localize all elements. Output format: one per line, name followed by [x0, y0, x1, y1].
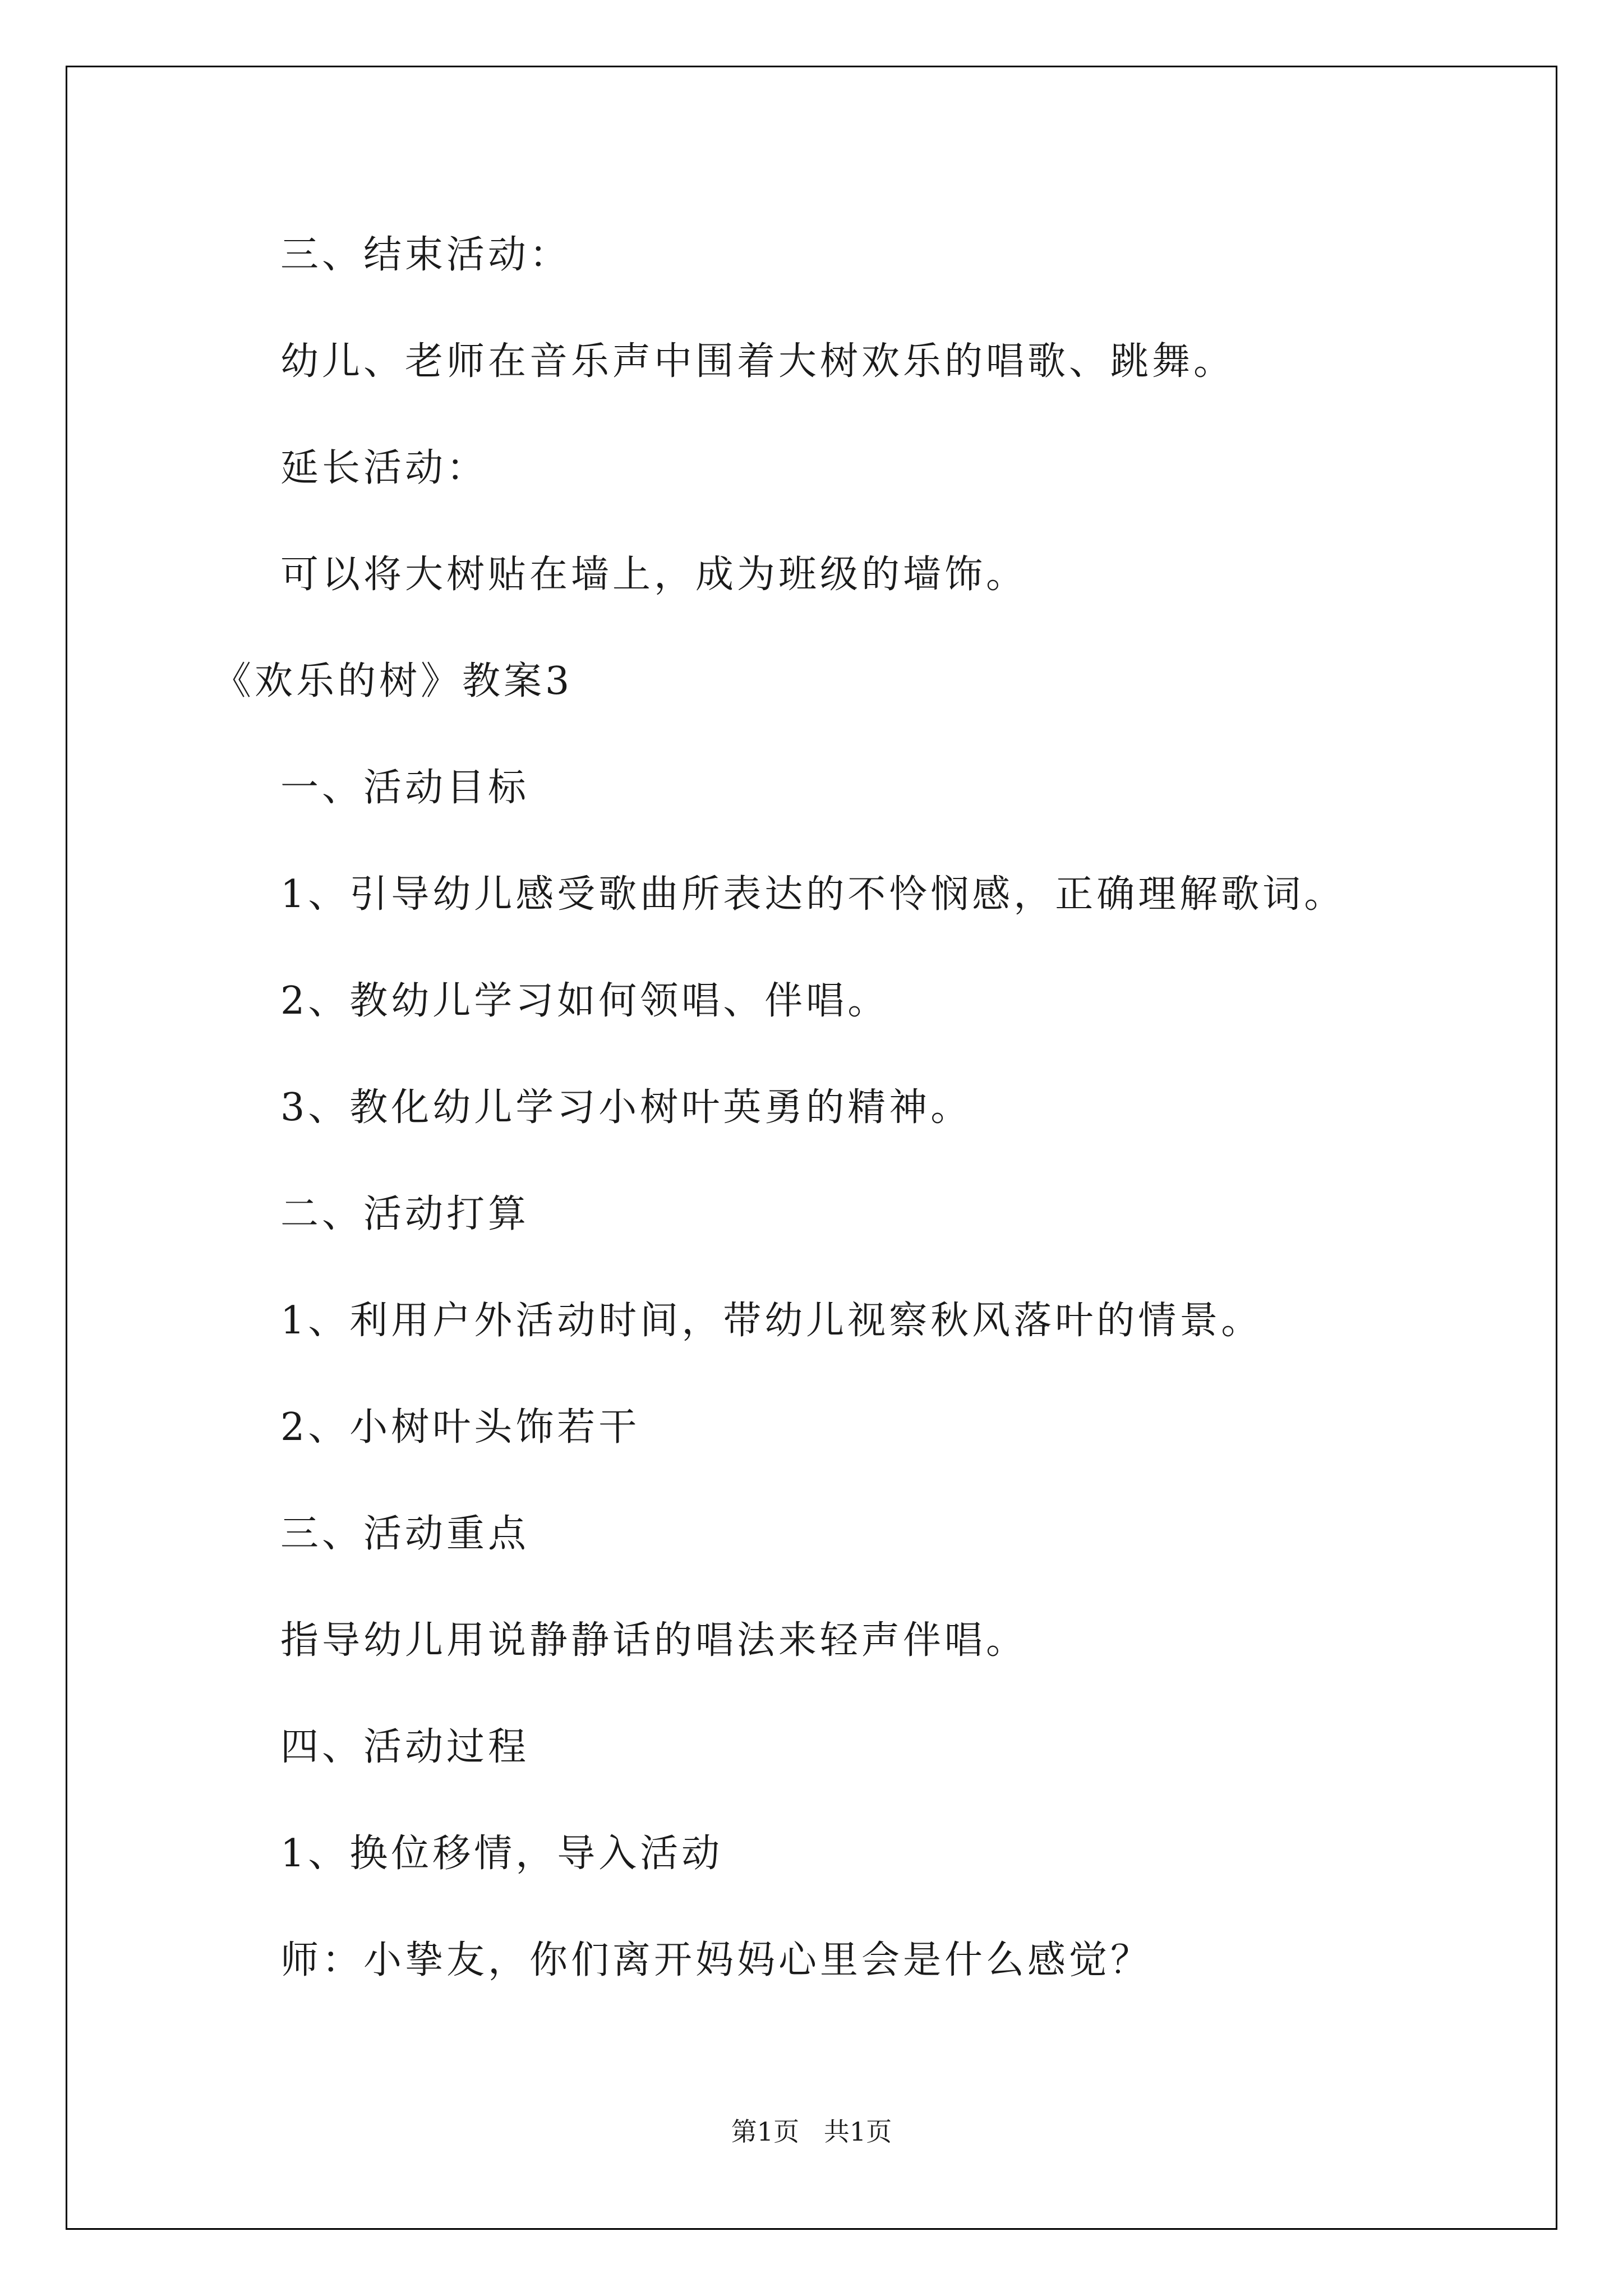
paragraph: 可以将大树贴在墙上，成为班级的墙饰。: [280, 553, 1028, 597]
list-item: 1、利用户外活动时间，带幼儿视察秋风落叶的情景。: [280, 1299, 1263, 1343]
lesson-title: 《欢乐的树》教案3: [213, 659, 573, 703]
section-heading-process: 四、活动过程: [280, 1725, 530, 1769]
section-heading-focus: 三、活动重点: [280, 1512, 530, 1556]
page-footer: 第1页 共1页: [731, 2116, 892, 2147]
section-heading-end-activity: 三、结束活动：: [280, 233, 571, 277]
paragraph: 幼儿、老师在音乐声中围着大树欢乐的唱歌、跳舞。: [280, 339, 1235, 384]
list-item: 1、引导幼儿感受歌曲所表达的不怜悯感，正确理解歌词。: [280, 872, 1346, 917]
paragraph: 师：小挚友，你们离开妈妈心里会是什么感觉？: [280, 1938, 1152, 1982]
list-item: 2、教幼儿学习如何领唱、伴唱。: [280, 979, 889, 1023]
list-item: 3、教化幼儿学习小树叶英勇的精神。: [280, 1085, 972, 1130]
section-heading-extension: 延长活动：: [280, 446, 488, 490]
list-item: 2、小树叶头饰若干: [280, 1405, 640, 1450]
paragraph: 指导幼儿用说静静话的唱法来轻声伴唱。: [280, 1618, 1028, 1663]
section-heading-preparation: 二、活动打算: [280, 1192, 530, 1236]
list-item: 1、换位移情，导入活动: [280, 1832, 723, 1876]
page-border: [66, 66, 1557, 2230]
section-heading-goals: 一、活动目标: [280, 766, 530, 810]
